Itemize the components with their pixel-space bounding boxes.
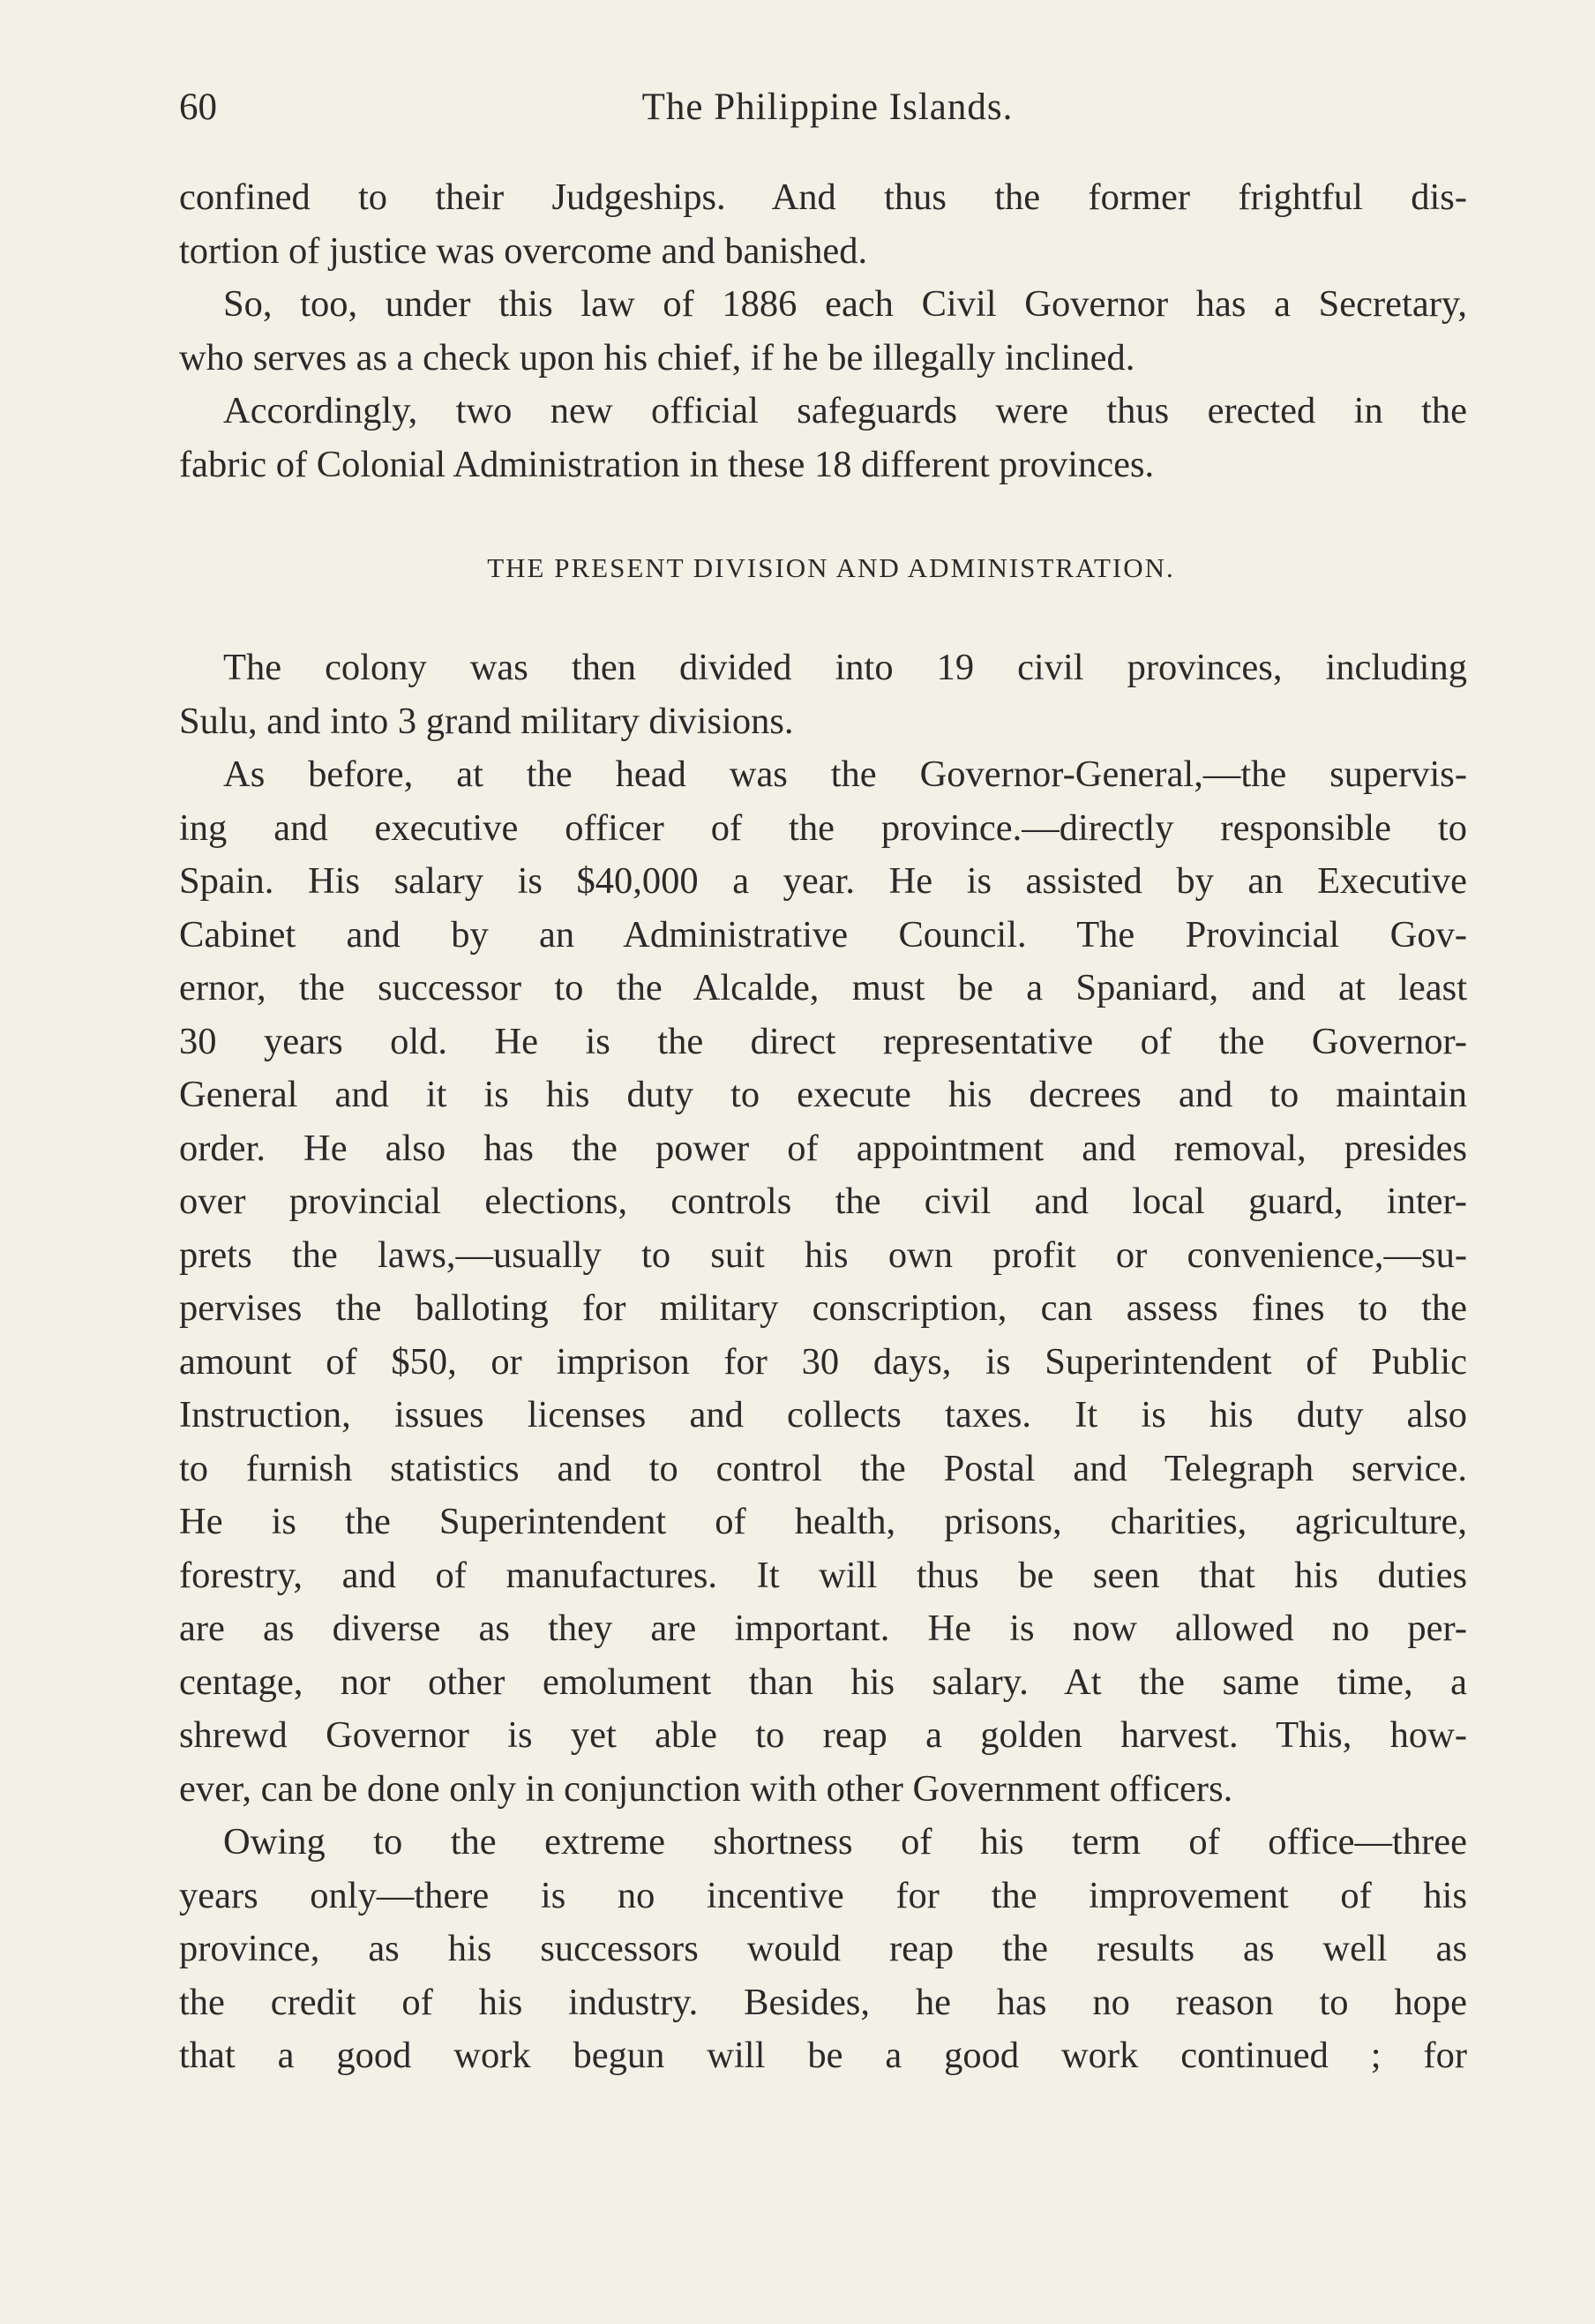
text-line: Cabinet and by an Administrative Council. The Provincial Gov- bbox=[179, 913, 1467, 956]
text-line: The colony was then divided into 19 civil provinces, including bbox=[223, 647, 1467, 688]
text-line: confined to their Judgeships. And thus the former frightful dis- bbox=[179, 176, 1467, 218]
text-line: 30 years old. He is the direct representative of the Governor- bbox=[179, 1020, 1467, 1062]
text-line: pervises the balloting for military conscription, can assess fines to the bbox=[179, 1287, 1467, 1329]
paragraph-division bbox=[179, 641, 1467, 748]
text-line: ever, can be done only in conjunction with other Government officers. bbox=[179, 1767, 1233, 1810]
paragraph-term-of-office bbox=[179, 1816, 1467, 2083]
text-line: Owing to the extreme shortness of his term of office—three bbox=[223, 1821, 1467, 1863]
page-number: 60 bbox=[179, 86, 217, 128]
text-line: province, as his successors would reap the results as well as bbox=[179, 1928, 1467, 1969]
text-line: As before, at the head was the Governor-General,—the supervis- bbox=[223, 753, 1467, 795]
text-line: years only—there is no incentive for the improvement of his bbox=[179, 1874, 1467, 1916]
text-line: amount of $50, or imprison for 30 days, is Superintendent of Public bbox=[179, 1340, 1467, 1383]
paragraph-governor bbox=[179, 748, 1467, 1816]
text-line: shrewd Governor is yet able to reap a golden harvest. This, how- bbox=[179, 1714, 1467, 1756]
text-line: that a good work begun will be a good work continued ; for bbox=[179, 2035, 1467, 2076]
paragraph-secretary bbox=[179, 278, 1467, 385]
text-line: Sulu, and into 3 grand military divisions. bbox=[179, 700, 794, 742]
paragraph-safeguards bbox=[179, 385, 1467, 491]
paragraph-judgeships bbox=[179, 171, 1467, 278]
running-title: The Philippine Islands. bbox=[641, 86, 1014, 128]
text-line: Spain. His salary is $40,000 a year. He is assisted by an Executive bbox=[179, 860, 1467, 902]
text-line: General and it is his duty to execute his decrees and to maintain bbox=[179, 1074, 1467, 1115]
text-line: Accordingly, two new official safeguards were thus erected in the bbox=[223, 390, 1467, 431]
text-line: Instruction, issues licenses and collects taxes. It is his duty also bbox=[179, 1394, 1467, 1436]
text-line: ernor, the successor to the Alcalde, must be a Spaniard, and at least bbox=[179, 967, 1467, 1008]
section-heading: THE PRESENT DIVISION AND ADMINISTRATION. bbox=[487, 552, 1175, 583]
text-line: who serves as a check upon his chief, if he be illegally inclined. bbox=[179, 336, 1135, 379]
text-line: ing and executive officer of the province.—directly responsible to bbox=[179, 806, 1467, 849]
text-line: forestry, and of manufactures. It will thus be seen that his duties bbox=[179, 1554, 1467, 1596]
text-line: are as diverse as they are important. He is now allowed no per- bbox=[179, 1608, 1467, 1649]
text-line: to furnish statistics and to control the Postal and Telegraph service. bbox=[179, 1447, 1467, 1489]
body-text bbox=[179, 171, 1467, 2083]
text-line: order. He also has the power of appointment and removal, presides bbox=[179, 1127, 1467, 1169]
text-line: So, too, under this law of 1886 each Civil Governor has a Secretary, bbox=[223, 283, 1467, 325]
text-line: over provincial elections, controls the civil and local guard, inter- bbox=[179, 1181, 1467, 1222]
text-line: the credit of his industry. Besides, he has no reason to hope bbox=[179, 1981, 1467, 2023]
text-line: fabric of Colonial Administration in these 18 different provinces. bbox=[179, 443, 1155, 485]
text-line: He is the Superintendent of health, prisons, charities, agriculture, bbox=[179, 1501, 1467, 1542]
text-line: tortion of justice was overcome and banished. bbox=[179, 229, 868, 272]
text-line: centage, nor other emolument than his salary. At the same time, a bbox=[179, 1661, 1467, 1703]
text-line: prets the laws,—usually to suit his own profit or convenience,—su- bbox=[179, 1233, 1467, 1276]
running-head bbox=[179, 81, 1476, 134]
